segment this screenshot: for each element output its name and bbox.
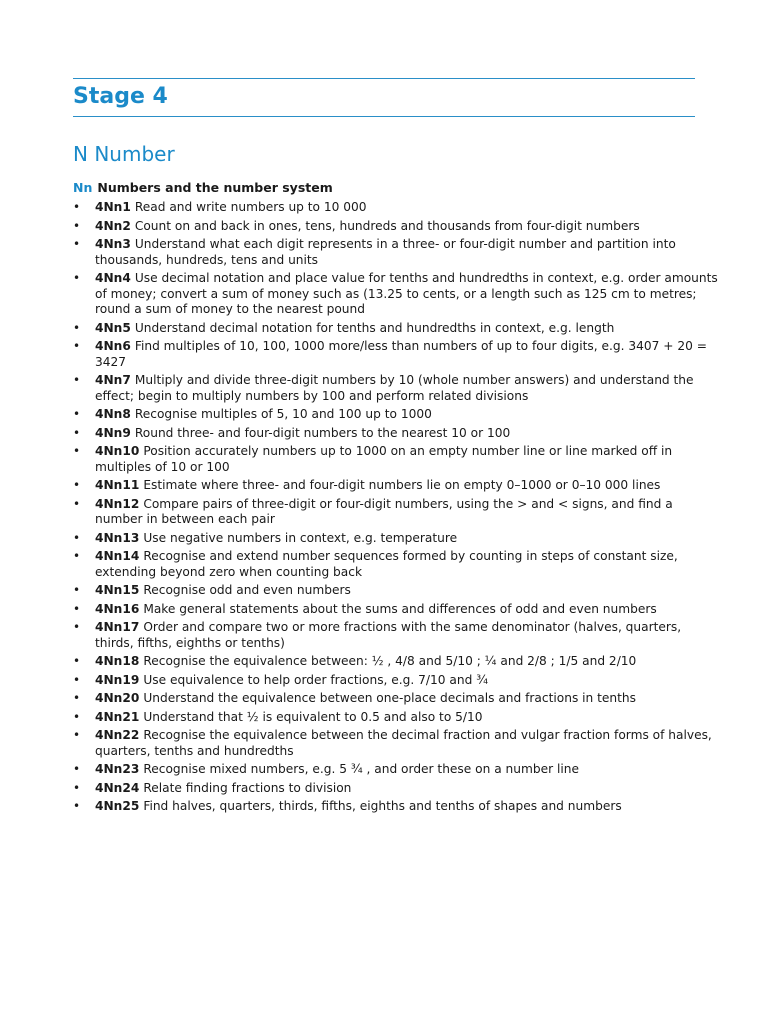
objective-item — [73, 426, 723, 442]
objective-code: 4Nn15 — [95, 583, 140, 597]
objective-text: Use negative numbers in context, e.g. temperature — [143, 530, 458, 545]
strand-code: Nn — [73, 180, 93, 195]
objective-code: 4Nn7 — [95, 373, 131, 387]
objective-text: Multiply and divide three-digit numbers by 10 (whole number answers) and understand the effect; begin to multiply numbers by 100 and perform related divisions — [95, 373, 694, 403]
objective-item — [73, 321, 723, 337]
objective-code: 4Nn23 — [95, 762, 140, 776]
objective-code: 4Nn2 — [95, 218, 131, 233]
objective-text: Compare pairs of three-digit or four-digit numbers, using the > and < signs, and find a number in between each pair — [95, 496, 673, 526]
objective-item — [73, 444, 723, 475]
header-top-rule — [73, 78, 695, 79]
section-title: N Number — [73, 142, 175, 166]
objective-text: Recognise mixed numbers, e.g. 5 ¾ , and order these on a number line — [143, 762, 579, 776]
objective-item — [73, 339, 723, 370]
objective-code: 4Nn17 — [95, 620, 140, 634]
objective-code: 4Nn14 — [95, 549, 140, 563]
objective-code: 4Nn12 — [95, 496, 140, 511]
objectives-list — [73, 200, 723, 818]
objective-text: Understand the equivalence between one-place decimals and fractions in tenths — [143, 691, 636, 705]
objective-text: Recognise the equivalence between the decimal fraction and vulgar fraction forms of halves, quarters, tenths and hundredths — [95, 728, 712, 758]
objective-code: 4Nn20 — [95, 691, 140, 705]
objective-code: 4Nn24 — [95, 780, 140, 795]
objective-code: 4Nn22 — [95, 728, 140, 742]
objective-text: Recognise the equivalence between: ½ , 4/8 and 5/10 ; ¼ and 2/8 ; 1/5 and 2/10 — [143, 654, 637, 668]
objective-item — [73, 799, 723, 815]
objective-code: 4Nn10 — [95, 444, 140, 458]
objective-code: 4Nn18 — [95, 654, 140, 668]
objective-code: 4Nn9 — [95, 425, 131, 440]
objective-item — [73, 781, 723, 797]
objective-code: 4Nn11 — [95, 478, 140, 492]
objective-text: Read and write numbers up to 10 000 — [134, 200, 367, 214]
objective-code: 4Nn13 — [95, 530, 140, 545]
objective-text: Estimate where three- and four-digit numbers lie on empty 0–1000 or 0–10 000 lines — [143, 478, 661, 492]
objective-text: Understand that ½ is equivalent to 0.5 and also to 5/10 — [143, 709, 483, 724]
objective-item — [73, 373, 723, 404]
objective-item — [73, 654, 723, 670]
header-bottom-rule — [73, 116, 695, 117]
objective-text: Round three- and four-digit numbers to the nearest 10 or 100 — [134, 425, 511, 440]
objective-item — [73, 691, 723, 707]
objective-code: 4Nn4 — [95, 271, 131, 285]
objective-text: Understand what each digit represents in a three- or four-digit number and partition into thousands, hundreds, tens and units — [95, 237, 676, 267]
objective-item — [73, 237, 723, 268]
objective-code: 4Nn25 — [95, 799, 140, 813]
objective-text: Relate finding fractions to division — [143, 780, 352, 795]
objective-item — [73, 762, 723, 778]
objective-item — [73, 497, 723, 528]
objective-text: Position accurately numbers up to 1000 on an empty number line or line marked off in multiples of 10 or 100 — [95, 444, 673, 474]
objective-item — [73, 531, 723, 547]
objective-text: Find halves, quarters, thirds, fifths, eighths and tenths of shapes and numbers — [143, 799, 622, 813]
objective-item — [73, 673, 723, 689]
objective-text: Count on and back in ones, tens, hundreds and thousands from four-digit numbers — [134, 218, 640, 233]
objective-text: Recognise odd and even numbers — [143, 583, 351, 597]
objective-code: 4Nn6 — [95, 339, 131, 353]
objective-text: Recognise and extend number sequences formed by counting in steps of constant size, extending beyond zero when counting back — [95, 549, 678, 579]
stage-title: Stage 4 — [73, 84, 168, 109]
objective-text: Order and compare two or more fractions with the same denominator (halves, quarters, thirds, fifths, eighths or tenths) — [95, 620, 682, 650]
strand-title: Numbers and the number system — [97, 180, 333, 195]
objective-text: Use equivalence to help order fractions, e.g. 7/10 and ¾ — [143, 672, 489, 687]
objective-code: 4Nn16 — [95, 601, 140, 616]
objective-item — [73, 407, 723, 423]
objective-item — [73, 219, 723, 235]
objective-text: Make general statements about the sums and differences of odd and even numbers — [143, 601, 657, 616]
objective-item — [73, 728, 723, 759]
objective-item — [73, 602, 723, 618]
objective-text: Find multiples of 10, 100, 1000 more/less than numbers of up to four digits, e.g. 3407 + 20 = 3427 — [95, 339, 707, 369]
objective-item — [73, 478, 723, 494]
objective-item — [73, 200, 723, 216]
objective-code: 4Nn1 — [95, 200, 131, 214]
objective-code: 4Nn8 — [95, 407, 131, 421]
objective-item — [73, 710, 723, 726]
objective-item — [73, 620, 723, 651]
objective-item — [73, 549, 723, 580]
objective-text: Use decimal notation and place value for tenths and hundredths in context, e.g. order amounts of money; convert a sum of money such as (13.25 to cents, or a length such as 125 cm to metres; round a sum of money to the nearest pound — [95, 271, 718, 316]
objective-item — [73, 583, 723, 599]
objective-item — [73, 271, 723, 318]
objective-code: 4Nn19 — [95, 672, 140, 687]
objective-text: Understand decimal notation for tenths and hundredths in context, e.g. length — [134, 320, 615, 335]
objective-code: 4Nn3 — [95, 237, 131, 251]
strand-heading — [73, 180, 333, 195]
objective-code: 4Nn5 — [95, 320, 131, 335]
objective-code: 4Nn21 — [95, 709, 140, 724]
objective-text: Recognise multiples of 5, 10 and 100 up to 1000 — [134, 407, 432, 421]
